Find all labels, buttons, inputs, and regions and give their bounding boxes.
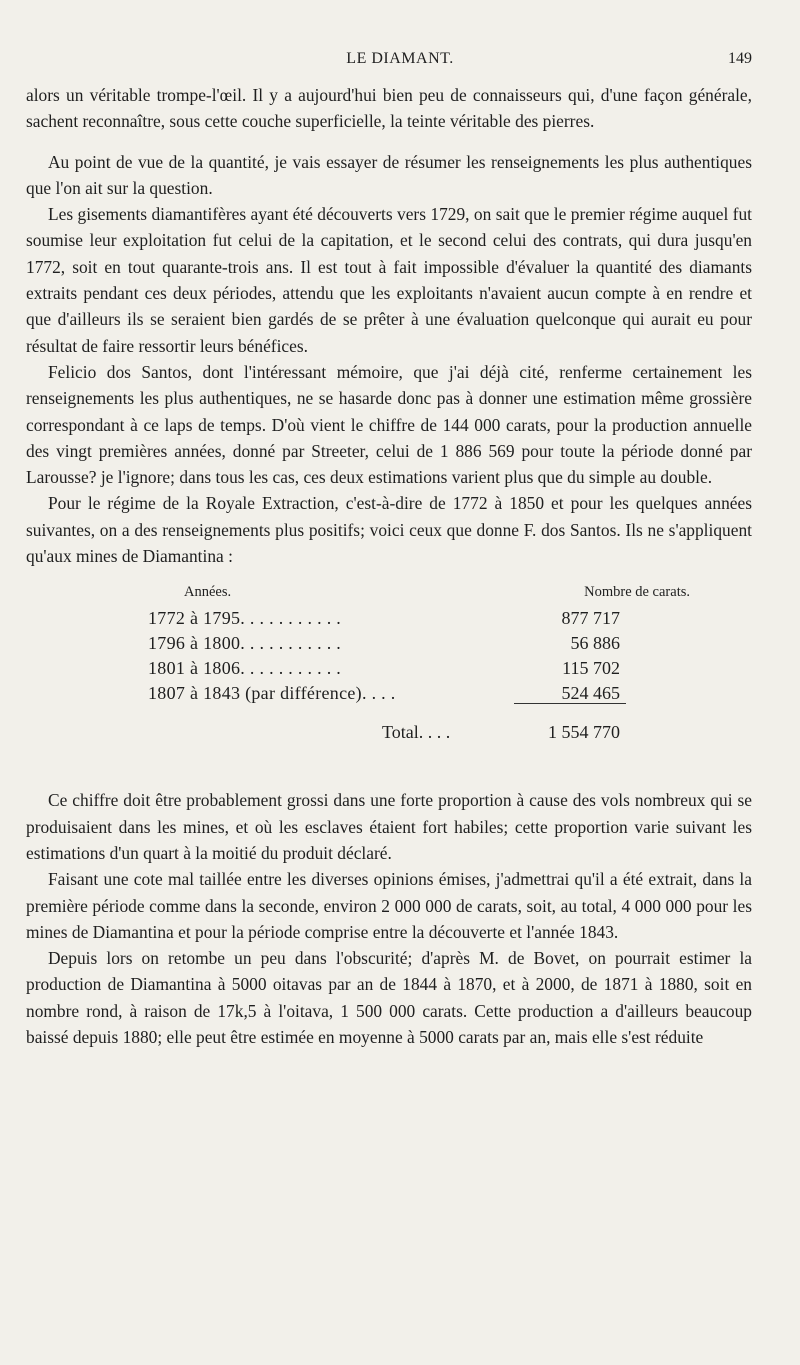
body-text <box>26 82 752 1050</box>
row-carats: 56 886 <box>570 633 620 654</box>
running-title: LE DIAMANT. <box>346 50 454 67</box>
paragraph: Pour le régime de la Royale Extraction, c'est-à-dire de 1772 à 1850 et pour les quelques années suivantes, on a des renseignements plus positifs; voici ceux que donne F. dos Santos. Ils ne s'appliquent qu'aux mines de Diamantina : <box>26 493 752 567</box>
column-header-years: Années. <box>184 584 232 601</box>
column-header-carats: Nombre de carats. <box>584 584 690 601</box>
paragraph: Felicio dos Santos, dont l'intéressant mémoire, que j'ai déjà cité, renferme certainement les renseignements les plus authentiques, ne se hasarde donc pas à donner une estimation même grossière correspondant à ce laps de temps. D'où vient le chiffre de 144 000 carats, pour la production annuelle des vingt premières années, donné par Streeter, celui de 1 886 569 pour toute la période donné par Larousse? je l'ignore; dans tous les cas, ces deux estimations varient plus que du simple au double. <box>26 361 752 488</box>
table-row <box>26 630 752 654</box>
table-row <box>26 680 752 704</box>
production-table <box>26 579 752 779</box>
total-value: 1 554 770 <box>548 722 620 743</box>
total-label: Total. . . . <box>382 722 451 743</box>
paragraph: Les gisements diamantifères ayant été découverts vers 1729, on sait que le premier régime auquel fut soumise leur exploitation fut celui de la capitation, et le second celui des contrats, qui dura jusqu'en 1772, soit en tout quarante-trois ans. Il est tout à fait impossible d'évaluer la quantité des diamants extraits pendant ces deux périodes, attendu que les exploitants n'avaient aucun compte à en rendre et que d'ailleurs ils se seraient bien gardés de se prêter à une évaluation quelconque qui aurait eu pour résultat de faire ressortir leurs bénéfices. <box>26 204 752 356</box>
row-carats: 115 702 <box>562 658 620 679</box>
row-period: 1801 à 1806. . . . . . . . . . . <box>148 658 342 679</box>
page-number: 149 <box>728 50 752 67</box>
paragraph: alors un véritable trompe-l'œil. Il y a aujourd'hui bien peu de connaisseurs qui, d'une façon générale, sachent reconnaître, sous cette couche superficielle, la teinte véritable des pierres. <box>26 85 752 132</box>
table-row <box>26 605 752 629</box>
table-row <box>26 655 752 679</box>
page-header <box>0 50 800 74</box>
row-carats: 524 465 <box>561 683 620 704</box>
row-period: 1796 à 1800. . . . . . . . . . . <box>148 633 342 654</box>
paragraph: Au point de vue de la quantité, je vais essayer de résumer les renseignements les plus authentiques que l'on ait sur la question. <box>26 151 752 198</box>
row-carats: 877 717 <box>561 608 620 629</box>
row-period: 1772 à 1795. . . . . . . . . . . <box>148 608 342 629</box>
paragraph: Faisant une cote mal taillée entre les diverses opinions émises, j'admettrai qu'il a été extrait, dans la première période comme dans la seconde, environ 2 000 000 de carats, soit, au total, 4 000 000 pour les mines de Diamantina et pour la période comprise entre la découverte et l'année 1843. <box>26 869 752 942</box>
paragraph: Depuis lors on retombe un peu dans l'obscurité; d'après M. de Bovet, on pourrait estimer la production de Diamantina à 5000 oitavas par an de 1844 à 1870, et à 2000, de 1871 à 1880, soit en nombre rond, à raison de 17k,5 à l'oitava, 1 500 000 carats. Cette production a d'ailleurs beaucoup baissé depuis 1880; elle peut être estimée en moyenne à 5000 carats par an, mais elle s'est réduite <box>26 948 752 1048</box>
row-period: 1807 à 1843 (par différence). . . . <box>148 683 396 704</box>
paragraph: Ce chiffre doit être probablement grossi dans une forte proportion à cause des vols nombreux qui se produisaient dans les mines, et où les esclaves étaient fort habiles; cette proportion varie suivant les estimations d'un quart à la moitié du produit déclaré. <box>26 790 752 863</box>
sum-rule <box>514 703 626 704</box>
